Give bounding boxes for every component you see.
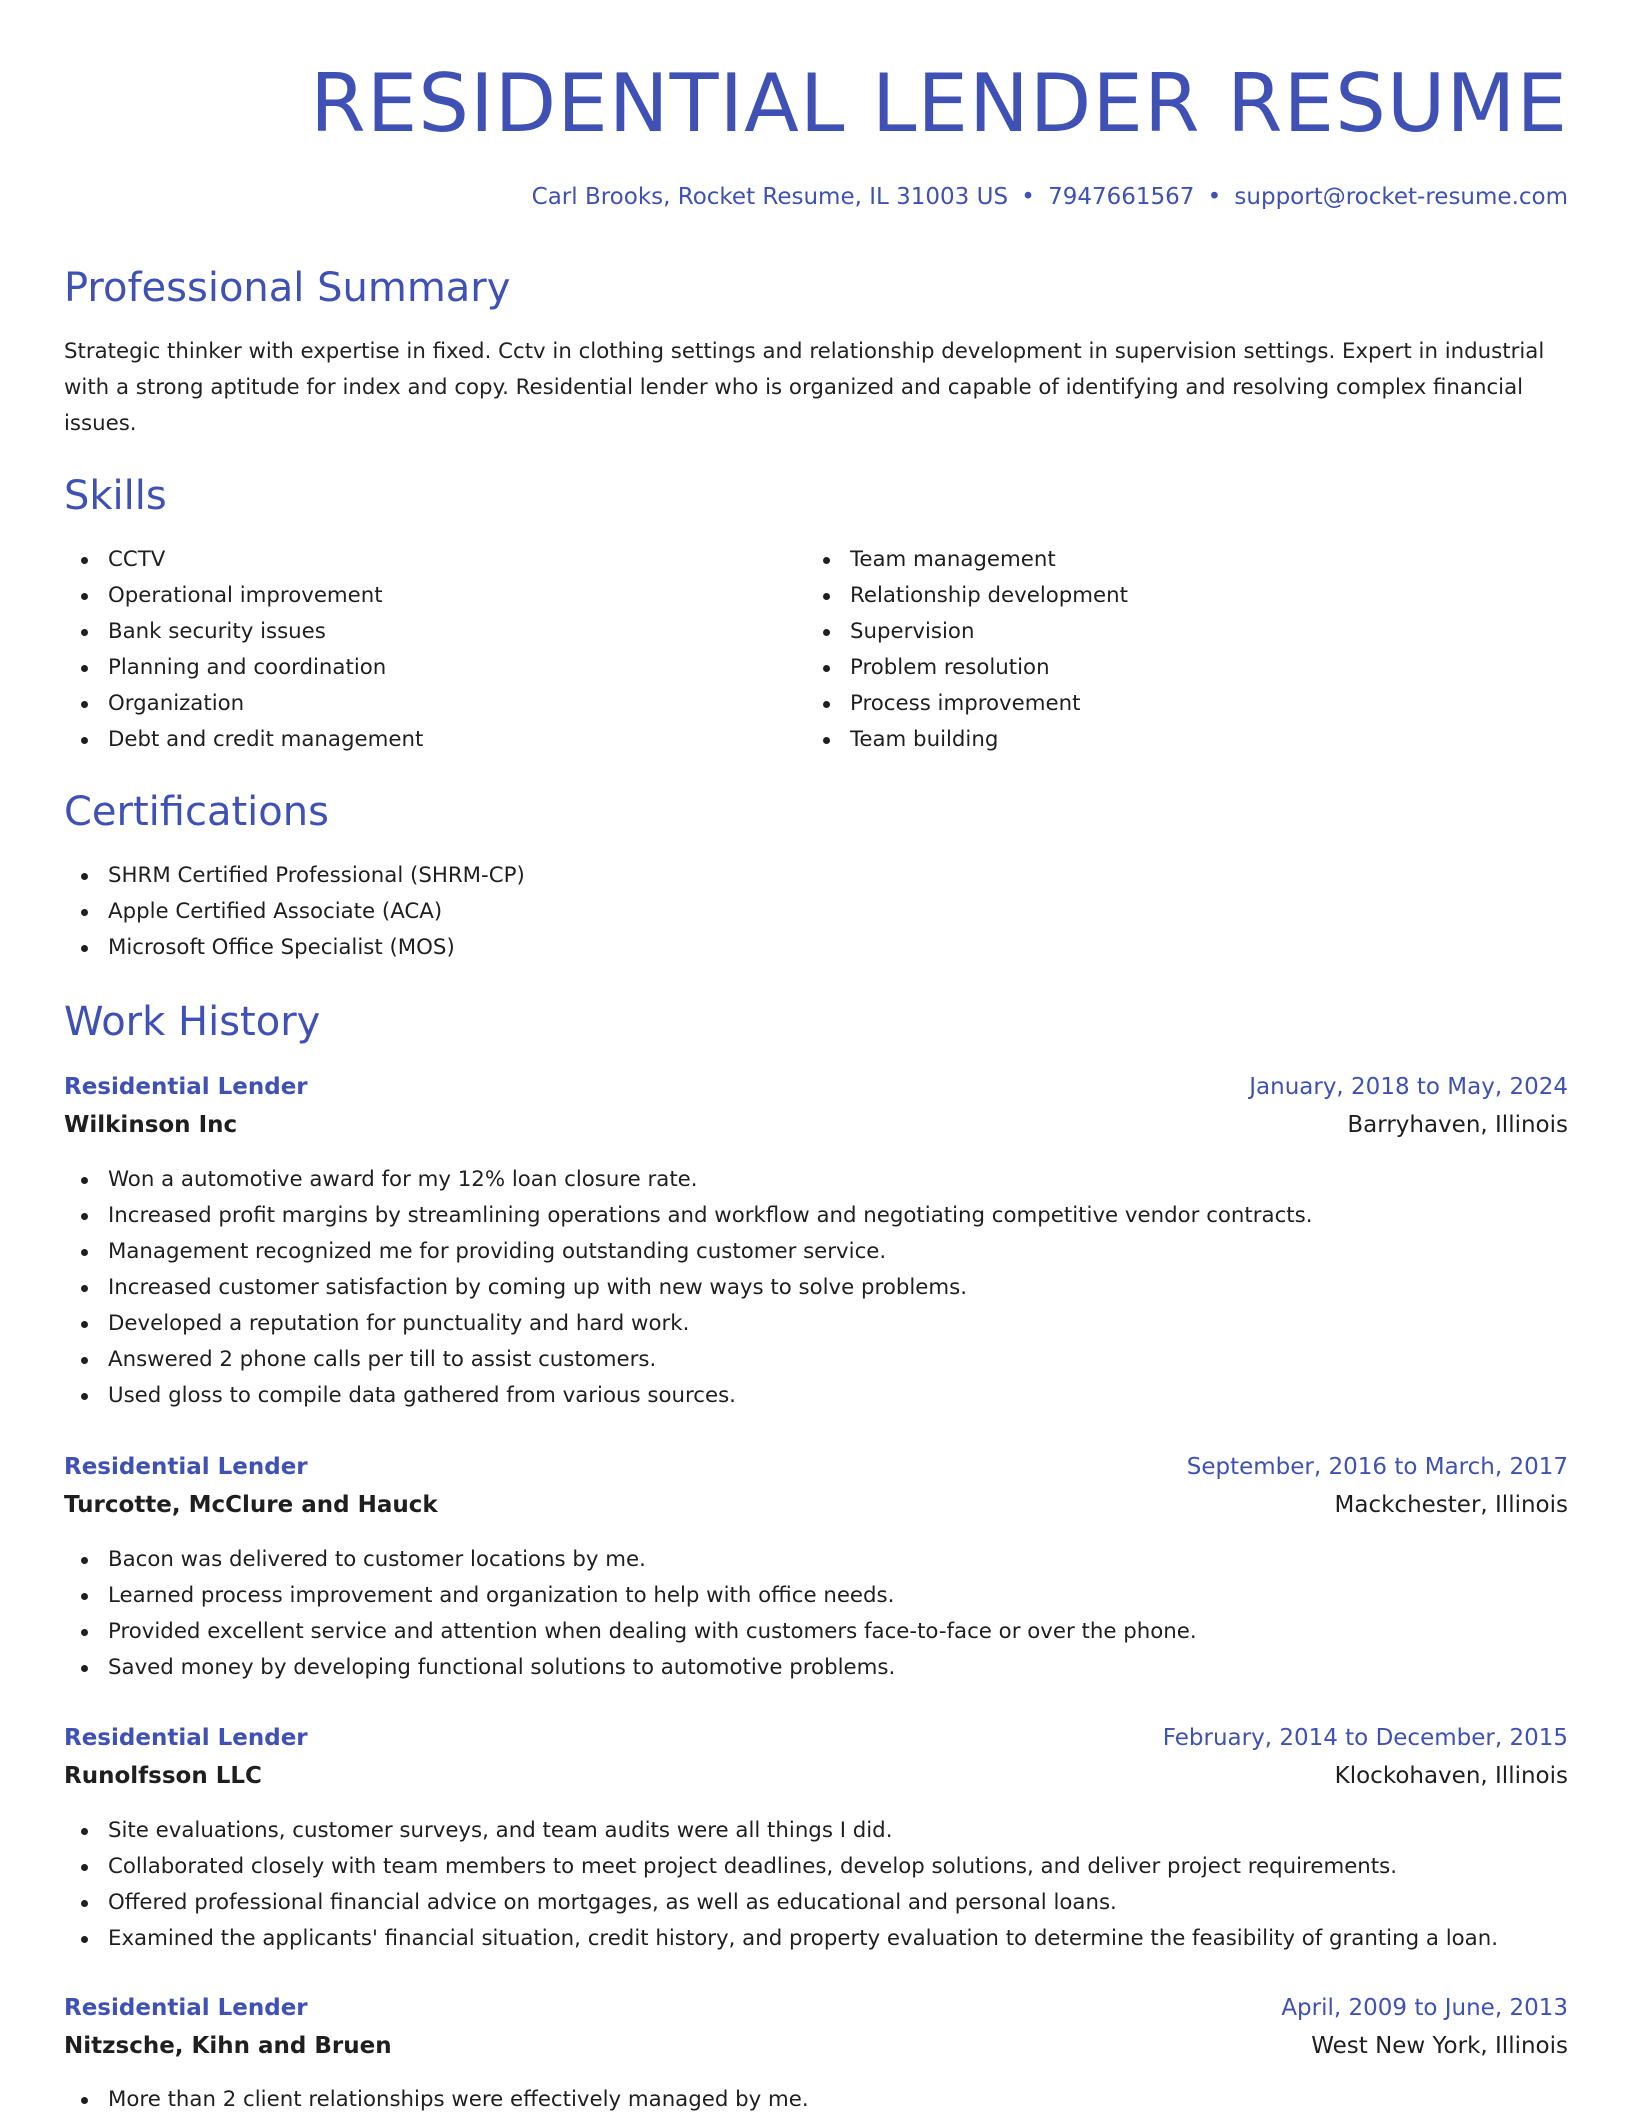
- list-item: Organization: [64, 686, 423, 722]
- list-item: Problem resolution: [806, 650, 1128, 686]
- contact-phone: 7947661567: [1048, 184, 1195, 210]
- job-location: Mackchester, Illinois: [1334, 1492, 1568, 1518]
- list-item: CCTV: [64, 542, 423, 578]
- job-title: Residential Lender: [64, 1454, 308, 1480]
- skills-heading: Skills: [64, 473, 167, 519]
- list-item: Microsoft Office Specialist (MOS): [64, 930, 525, 966]
- list-item: Management recognized me for providing outstanding customer service.: [64, 1234, 1313, 1270]
- list-item: Increased profit margins by streamlining operations and workflow and negotiating competitive vendor contracts.: [64, 1198, 1313, 1234]
- list-item: SHRM Certified Professional (SHRM-CP): [64, 858, 525, 894]
- list-item: Bank security issues: [64, 614, 423, 650]
- job-header: [64, 1989, 1568, 2027]
- list-item: Team management: [806, 542, 1128, 578]
- job-header: [64, 1448, 1568, 1486]
- list-item: Saved money by developing functional solutions to automotive problems.: [64, 1650, 1197, 1686]
- job-location: Klockohaven, Illinois: [1334, 1763, 1568, 1789]
- summary-heading: Professional Summary: [64, 265, 511, 311]
- job-duties-list: [64, 1813, 1498, 1957]
- resume-title: RESIDENTIAL LENDER RESUME: [310, 57, 1568, 150]
- list-item: Offered professional financial advice on mortgages, as well as educational and personal loans.: [64, 1885, 1498, 1921]
- job-duties-list: [64, 1162, 1313, 1414]
- job-title: Residential Lender: [64, 1074, 308, 1100]
- list-item: Site evaluations, customer surveys, and team audits were all things I did.: [64, 1813, 1498, 1849]
- list-item: Supervision: [806, 614, 1128, 650]
- contact-address: Carl Brooks, Rocket Resume, IL 31003 US: [531, 184, 1009, 210]
- resume-page: [64, 0, 1568, 2112]
- job-company: Nitzsche, Kihn and Bruen: [64, 2033, 392, 2059]
- job-dates: September, 2016 to March, 2017: [1186, 1454, 1568, 1480]
- skills-list-right: [806, 542, 1128, 758]
- list-item: Apple Certified Associate (ACA): [64, 894, 525, 930]
- job-company: Wilkinson Inc: [64, 1112, 238, 1138]
- job-subheader: [64, 2027, 1568, 2065]
- list-item: Operational improvement: [64, 578, 423, 614]
- job-company: Turcotte, McClure and Hauck: [64, 1492, 438, 1518]
- contact-separator: •: [1021, 184, 1035, 210]
- job-duties-list: [64, 1542, 1197, 1686]
- contact-separator: •: [1207, 184, 1222, 210]
- job-title: Residential Lender: [64, 1995, 308, 2021]
- job-header: [64, 1719, 1568, 1757]
- job-location: Barryhaven, Illinois: [1347, 1112, 1568, 1138]
- list-item: Developed a reputation for punctuality and hard work.: [64, 1306, 1313, 1342]
- job-location: West New York, Illinois: [1311, 2033, 1568, 2059]
- job-subheader: [64, 1106, 1568, 1144]
- job-dates: February, 2014 to December, 2015: [1162, 1725, 1568, 1751]
- list-item: Collaborated closely with team members to meet project deadlines, develop solutions, and deliver project requirements.: [64, 1849, 1498, 1885]
- list-item: More than 2 client relationships were effectively managed by me.: [64, 2082, 809, 2112]
- work-history-heading: Work History: [64, 999, 321, 1045]
- list-item: Examined the applicants' financial situation, credit history, and property evaluation to determine the feasibility of granting a loan.: [64, 1921, 1498, 1957]
- list-item: Process improvement: [806, 686, 1128, 722]
- job-header: [64, 1068, 1568, 1106]
- list-item: Debt and credit management: [64, 722, 423, 758]
- contact-email: support@rocket-resume.com: [1234, 184, 1568, 210]
- list-item: Learned process improvement and organization to help with office needs.: [64, 1578, 1197, 1614]
- certifications-heading: Certifications: [64, 789, 329, 835]
- job-duties-list: [64, 2082, 809, 2112]
- contact-line: [532, 182, 1568, 212]
- job-subheader: [64, 1757, 1568, 1795]
- job-subheader: [64, 1486, 1568, 1524]
- summary-text: Strategic thinker with expertise in fixed. Cctv in clothing settings and relationship development in supervision settings. Expert in industrial with a strong aptitude for index and copy. Residential lender who is organized and capable of identifying and resolving complex financial issues.: [64, 339, 1545, 436]
- list-item: Relationship development: [806, 578, 1128, 614]
- list-item: Used gloss to compile data gathered from various sources.: [64, 1378, 1313, 1414]
- list-item: Bacon was delivered to customer locations by me.: [64, 1542, 1197, 1578]
- list-item: Planning and coordination: [64, 650, 423, 686]
- job-dates: April, 2009 to June, 2013: [1281, 1995, 1568, 2021]
- list-item: Answered 2 phone calls per till to assist customers.: [64, 1342, 1313, 1378]
- job-company: Runolfsson LLC: [64, 1763, 262, 1789]
- list-item: Won a automotive award for my 12% loan closure rate.: [64, 1162, 1313, 1198]
- list-item: Increased customer satisfaction by coming up with new ways to solve problems.: [64, 1270, 1313, 1306]
- certifications-list: [64, 858, 525, 966]
- list-item: Provided excellent service and attention when dealing with customers face-to-face or over the phone.: [64, 1614, 1197, 1650]
- skills-list-left: [64, 542, 423, 758]
- job-title: Residential Lender: [64, 1725, 308, 1751]
- job-dates: January, 2018 to May, 2024: [1249, 1074, 1568, 1100]
- list-item: Team building: [806, 722, 1128, 758]
